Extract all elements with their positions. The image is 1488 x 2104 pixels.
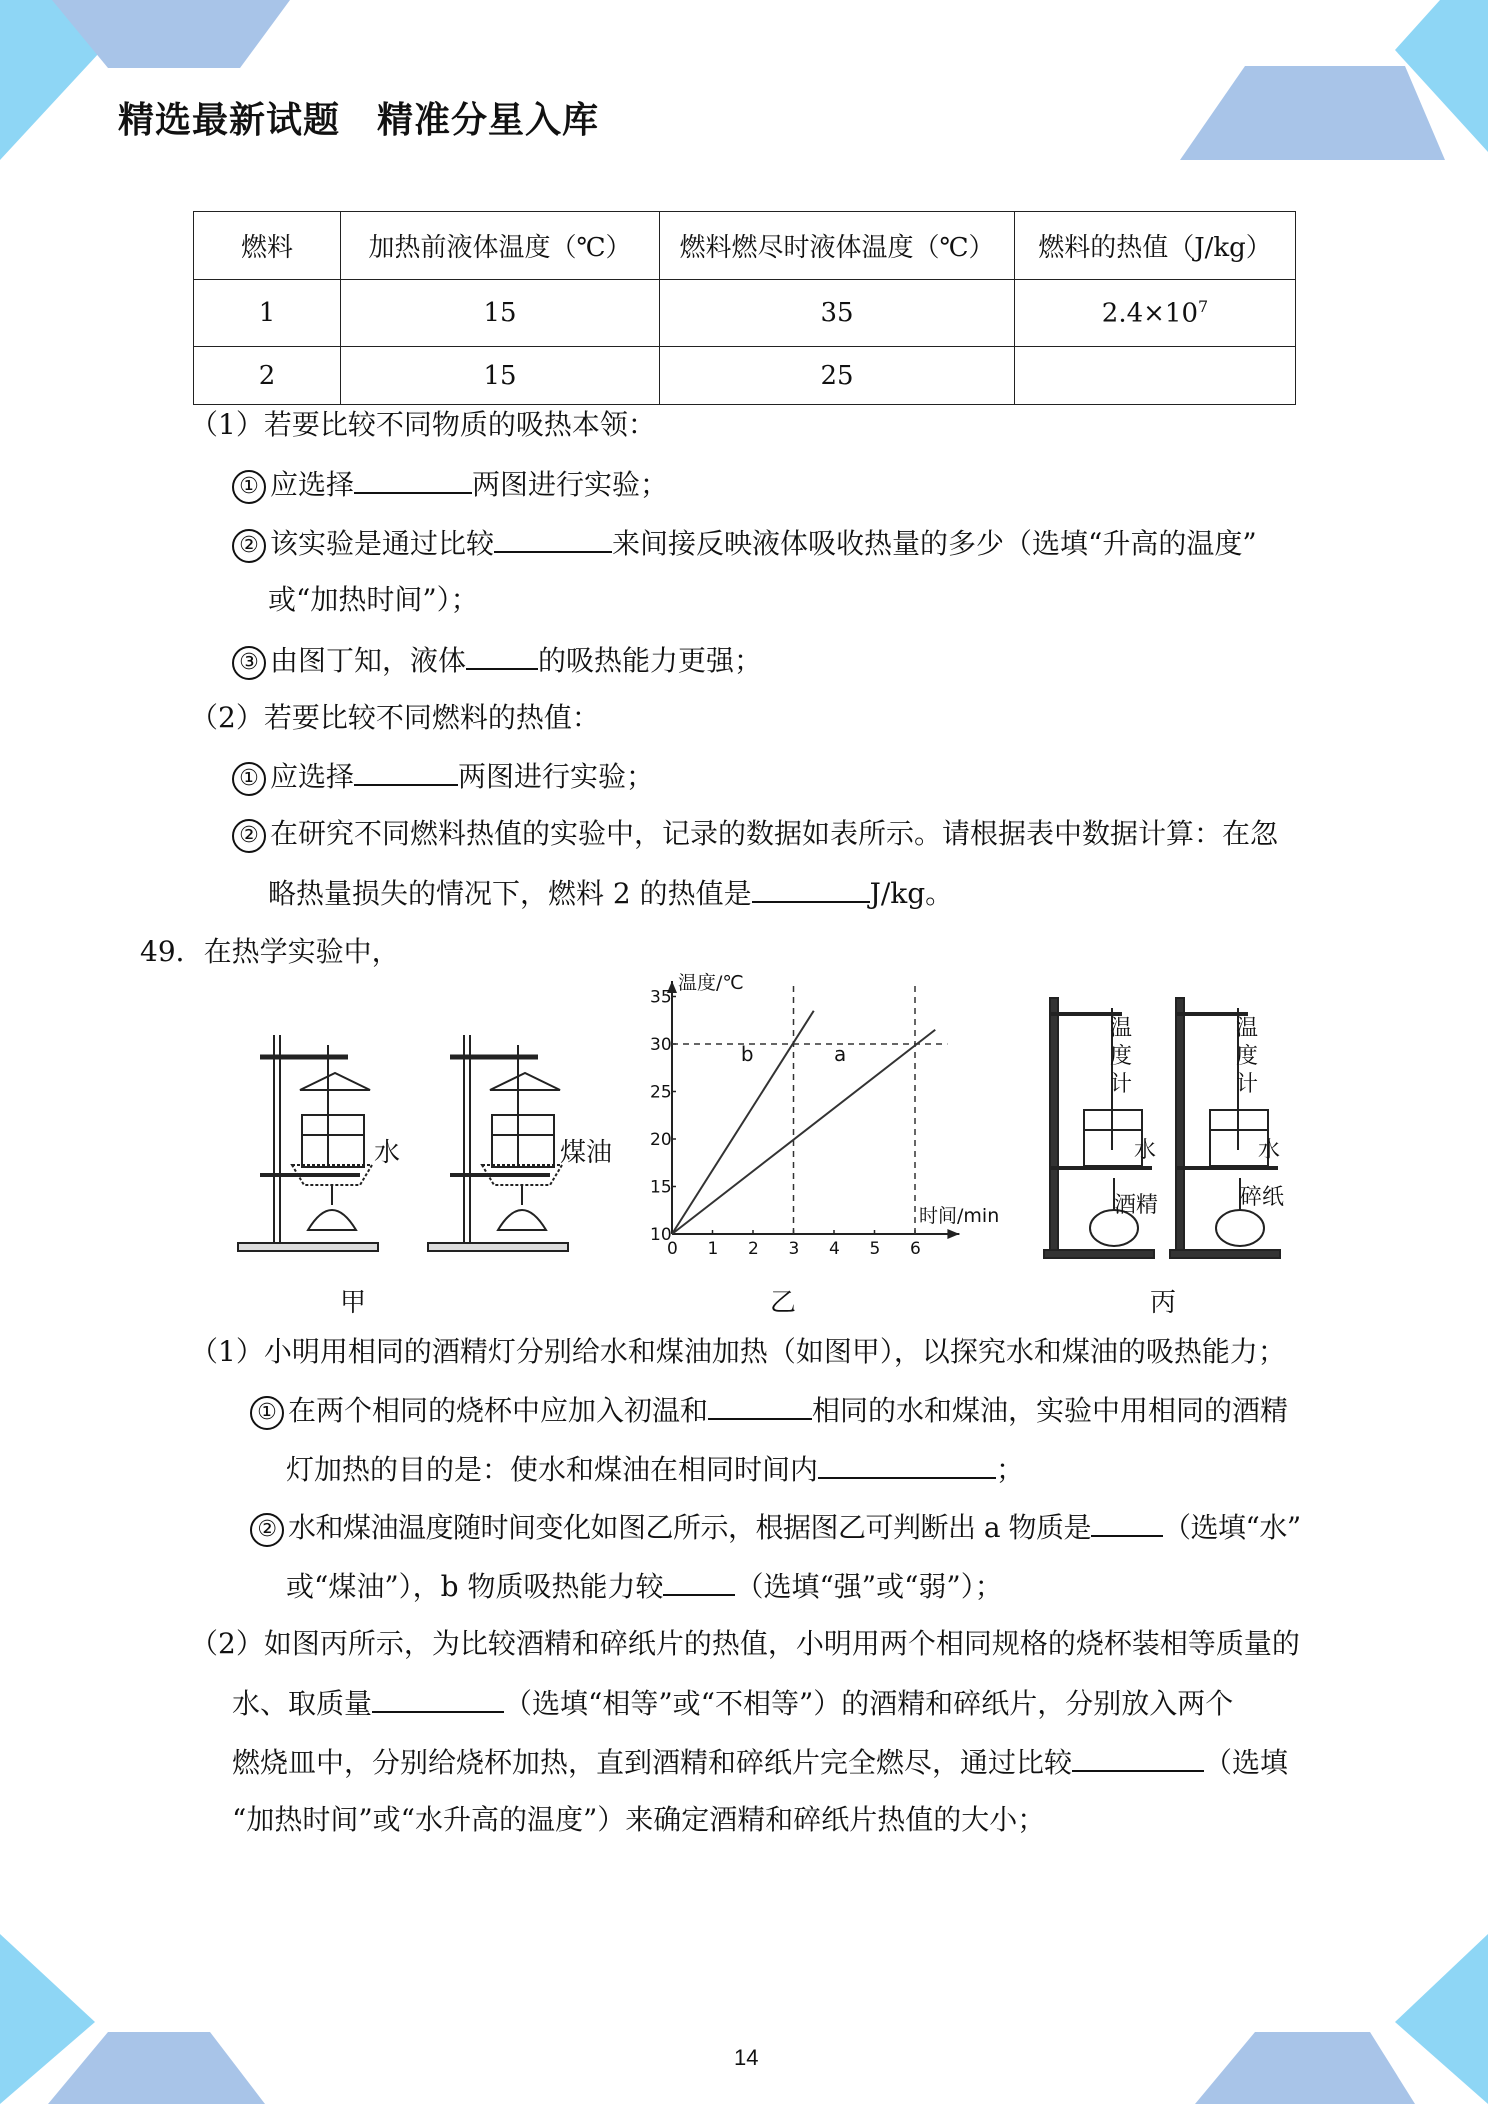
table-cell — [1015, 347, 1296, 405]
q49-part1-item1 — [250, 1390, 1288, 1431]
table-header-cell: 加热前液体温度（℃） — [341, 212, 660, 280]
table-row — [194, 347, 1296, 405]
table-row — [194, 280, 1296, 347]
q49-part1-heading: （1）小明用相同的酒精灯分别给水和煤油加热（如图甲），以探究水和煤油的吸热能力； — [190, 1335, 1286, 1368]
q48-part2-item2 — [232, 814, 1278, 854]
caption-jia: 甲 — [340, 1288, 367, 1318]
answer-blank[interactable] — [494, 523, 612, 553]
text: 的吸热能力更强； — [538, 644, 763, 677]
q49-part2-line3 — [232, 1742, 1288, 1783]
answer-blank[interactable] — [663, 1566, 735, 1596]
text: 由图丁知，液体 — [270, 644, 467, 677]
figure-yi-chart — [650, 972, 1020, 1260]
text: 水和煤油温度随时间变化如图乙所示，根据图乙可判断出 a 物质是 — [288, 1511, 1091, 1544]
q48-part2-item2-cont — [268, 873, 953, 914]
apparatus-paper — [1170, 998, 1280, 1258]
text: 来间接反映液体吸收热量的多少（选填“升高的温度” — [612, 527, 1257, 560]
q49-part1-item2-cont — [286, 1566, 1003, 1607]
data-table — [193, 211, 1296, 405]
table-cell: 2 — [194, 347, 341, 405]
x-axis-title: 时间/min — [919, 1205, 1000, 1227]
x-tick-label: 5 — [869, 1239, 881, 1259]
x-tick-label: 6 — [910, 1239, 921, 1259]
y-tick-label: 15 — [650, 1177, 672, 1198]
y-tick-label: 20 — [650, 1130, 672, 1150]
answer-blank[interactable] — [818, 1449, 996, 1479]
text: （选填“强”或“弱”）； — [735, 1570, 1003, 1603]
text: 两图进行实验； — [458, 760, 655, 793]
text: 应选择 — [270, 468, 355, 501]
y-axis-title: 温度/℃ — [678, 972, 744, 994]
apparatus-kerosene — [428, 1035, 568, 1251]
caption-yi: 乙 — [770, 1288, 797, 1318]
table-cell-heat-value — [1015, 280, 1296, 347]
q49-part2-line2 — [232, 1683, 1233, 1724]
series-line-a — [672, 1030, 935, 1234]
thermo-label-char: 温 — [1110, 1016, 1133, 1041]
table-header-cell: 燃料 — [194, 212, 341, 280]
footer-decoration — [0, 1930, 1488, 2104]
table-header-cell: 燃料的热值（J/kg） — [1015, 212, 1296, 280]
figure-bing-apparatus — [1040, 990, 1300, 1270]
apparatus-water — [238, 1035, 378, 1251]
text: 在两个相同的烧杯中应加入初温和 — [288, 1394, 709, 1427]
water-label: 水 — [1134, 1138, 1157, 1163]
thermo-label-char: 计 — [1110, 1072, 1133, 1097]
text: J/kg。 — [869, 877, 954, 910]
x-axis-arrow — [947, 1229, 959, 1239]
q48-part2-heading: （2）若要比较不同燃料的热值： — [190, 701, 600, 734]
text: （选填“水” — [1163, 1511, 1301, 1544]
answer-blank[interactable] — [354, 464, 472, 494]
q48-part1-item3 — [232, 640, 762, 681]
q48-part1-heading: （1）若要比较不同物质的吸热本领： — [190, 408, 656, 441]
fuel-label-paper: 碎纸 — [1240, 1185, 1285, 1210]
y-tick-label: 10 — [650, 1225, 672, 1245]
table-cell: 1 — [194, 280, 341, 347]
y-tick-label: 35 — [650, 987, 672, 1008]
caption-bing: 丙 — [1150, 1288, 1177, 1318]
text: （选填 — [1204, 1746, 1289, 1779]
q48-part2-item1 — [232, 756, 654, 797]
heat-value-base: 2.4×10 — [1101, 298, 1199, 329]
circled-number: ③ — [232, 646, 266, 680]
page-number: 14 — [734, 2045, 759, 2070]
table-cell: 15 — [341, 280, 660, 347]
table-cell: 25 — [660, 347, 1015, 405]
header-decoration — [0, 0, 1488, 170]
heat-value-exponent: 7 — [1198, 297, 1209, 317]
text: 灯加热的目的是：使水和煤油在相同时间内 — [286, 1453, 819, 1486]
thermo-label-char: 度 — [1236, 1044, 1259, 1069]
text: 应选择 — [270, 760, 355, 793]
text: 两图进行实验； — [472, 468, 669, 501]
x-tick-label: 4 — [829, 1239, 840, 1259]
y-tick-label: 25 — [650, 1082, 672, 1103]
q48-part1-item2 — [232, 523, 1257, 564]
q49-part1-item2 — [250, 1507, 1301, 1548]
answer-blank[interactable] — [466, 640, 538, 670]
apparatus-alcohol — [1044, 998, 1157, 1258]
q48-part1-item2-cont: 或“加热时间”）； — [268, 583, 479, 616]
text: 略热量损失的情况下，燃料 2 的热值是 — [268, 877, 752, 910]
x-tick-label: 0 — [667, 1239, 678, 1259]
q49-part2-line4: “加热时间”或“水升高的温度”）来确定酒精和碎纸片热值的大小； — [232, 1803, 1046, 1836]
answer-blank[interactable] — [752, 873, 870, 903]
text: 或“煤油”），b 物质吸热能力较 — [286, 1570, 664, 1603]
text: 该实验是通过比较 — [270, 527, 495, 560]
circled-number: ② — [232, 819, 266, 853]
q49-part2-line1: （2）如图丙所示，为比较酒精和碎纸片的热值，小明用两个相同规格的烧杯装相等质量的 — [190, 1627, 1300, 1660]
series-label-b: b — [740, 1042, 754, 1067]
text: 水、取质量 — [232, 1687, 373, 1720]
text: ； — [996, 1453, 1025, 1486]
q48-part1-item1 — [232, 464, 668, 505]
answer-blank[interactable] — [1072, 1742, 1204, 1772]
answer-blank[interactable] — [708, 1390, 812, 1420]
circled-number: ② — [232, 529, 266, 563]
x-tick-label: 1 — [707, 1239, 719, 1259]
circled-number: ① — [232, 470, 266, 504]
water-label: 水 — [1258, 1138, 1281, 1163]
text: 相同的水和煤油，实验中用相同的酒精 — [812, 1394, 1289, 1427]
q49-title: 49．在热学实验中， — [140, 935, 400, 968]
y-tick-label: 30 — [650, 1035, 672, 1055]
table-cell: 15 — [341, 347, 660, 405]
circled-number: ① — [232, 762, 266, 796]
text: （选填“相等”或“不相等”）的酒精和碎纸片，分别放入两个 — [504, 1687, 1234, 1720]
series-label-a: a — [834, 1042, 847, 1067]
thermo-label-char: 计 — [1236, 1072, 1259, 1097]
answer-blank[interactable] — [354, 756, 458, 786]
table-header-cell: 燃料燃尽时液体温度（℃） — [660, 212, 1015, 280]
header-title: 精选最新试题 精准分星入库 — [118, 100, 600, 141]
thermo-label-char: 度 — [1110, 1044, 1133, 1069]
table-header-row — [194, 212, 1296, 280]
x-tick-label: 3 — [788, 1239, 800, 1259]
text: 燃烧皿中，分别给烧杯加热，直到酒精和碎纸片完全燃尽，通过比较 — [232, 1746, 1073, 1779]
text: 在研究不同燃料热值的实验中，记录的数据如表所示。请根据表中数据计算：在忽 — [270, 817, 1279, 850]
circled-number: ② — [250, 1513, 284, 1547]
answer-blank[interactable] — [372, 1683, 504, 1713]
label-kerosene: 煤油 — [560, 1138, 613, 1168]
answer-blank[interactable] — [1091, 1507, 1163, 1537]
fuel-label-alcohol: 酒精 — [1114, 1193, 1159, 1218]
circled-number: ① — [250, 1396, 284, 1430]
q49-part1-item1-cont — [286, 1449, 1024, 1490]
thermo-label-char: 温 — [1236, 1016, 1259, 1041]
label-water: 水 — [374, 1138, 401, 1168]
table-cell: 35 — [660, 280, 1015, 347]
x-tick-label: 2 — [748, 1239, 759, 1259]
